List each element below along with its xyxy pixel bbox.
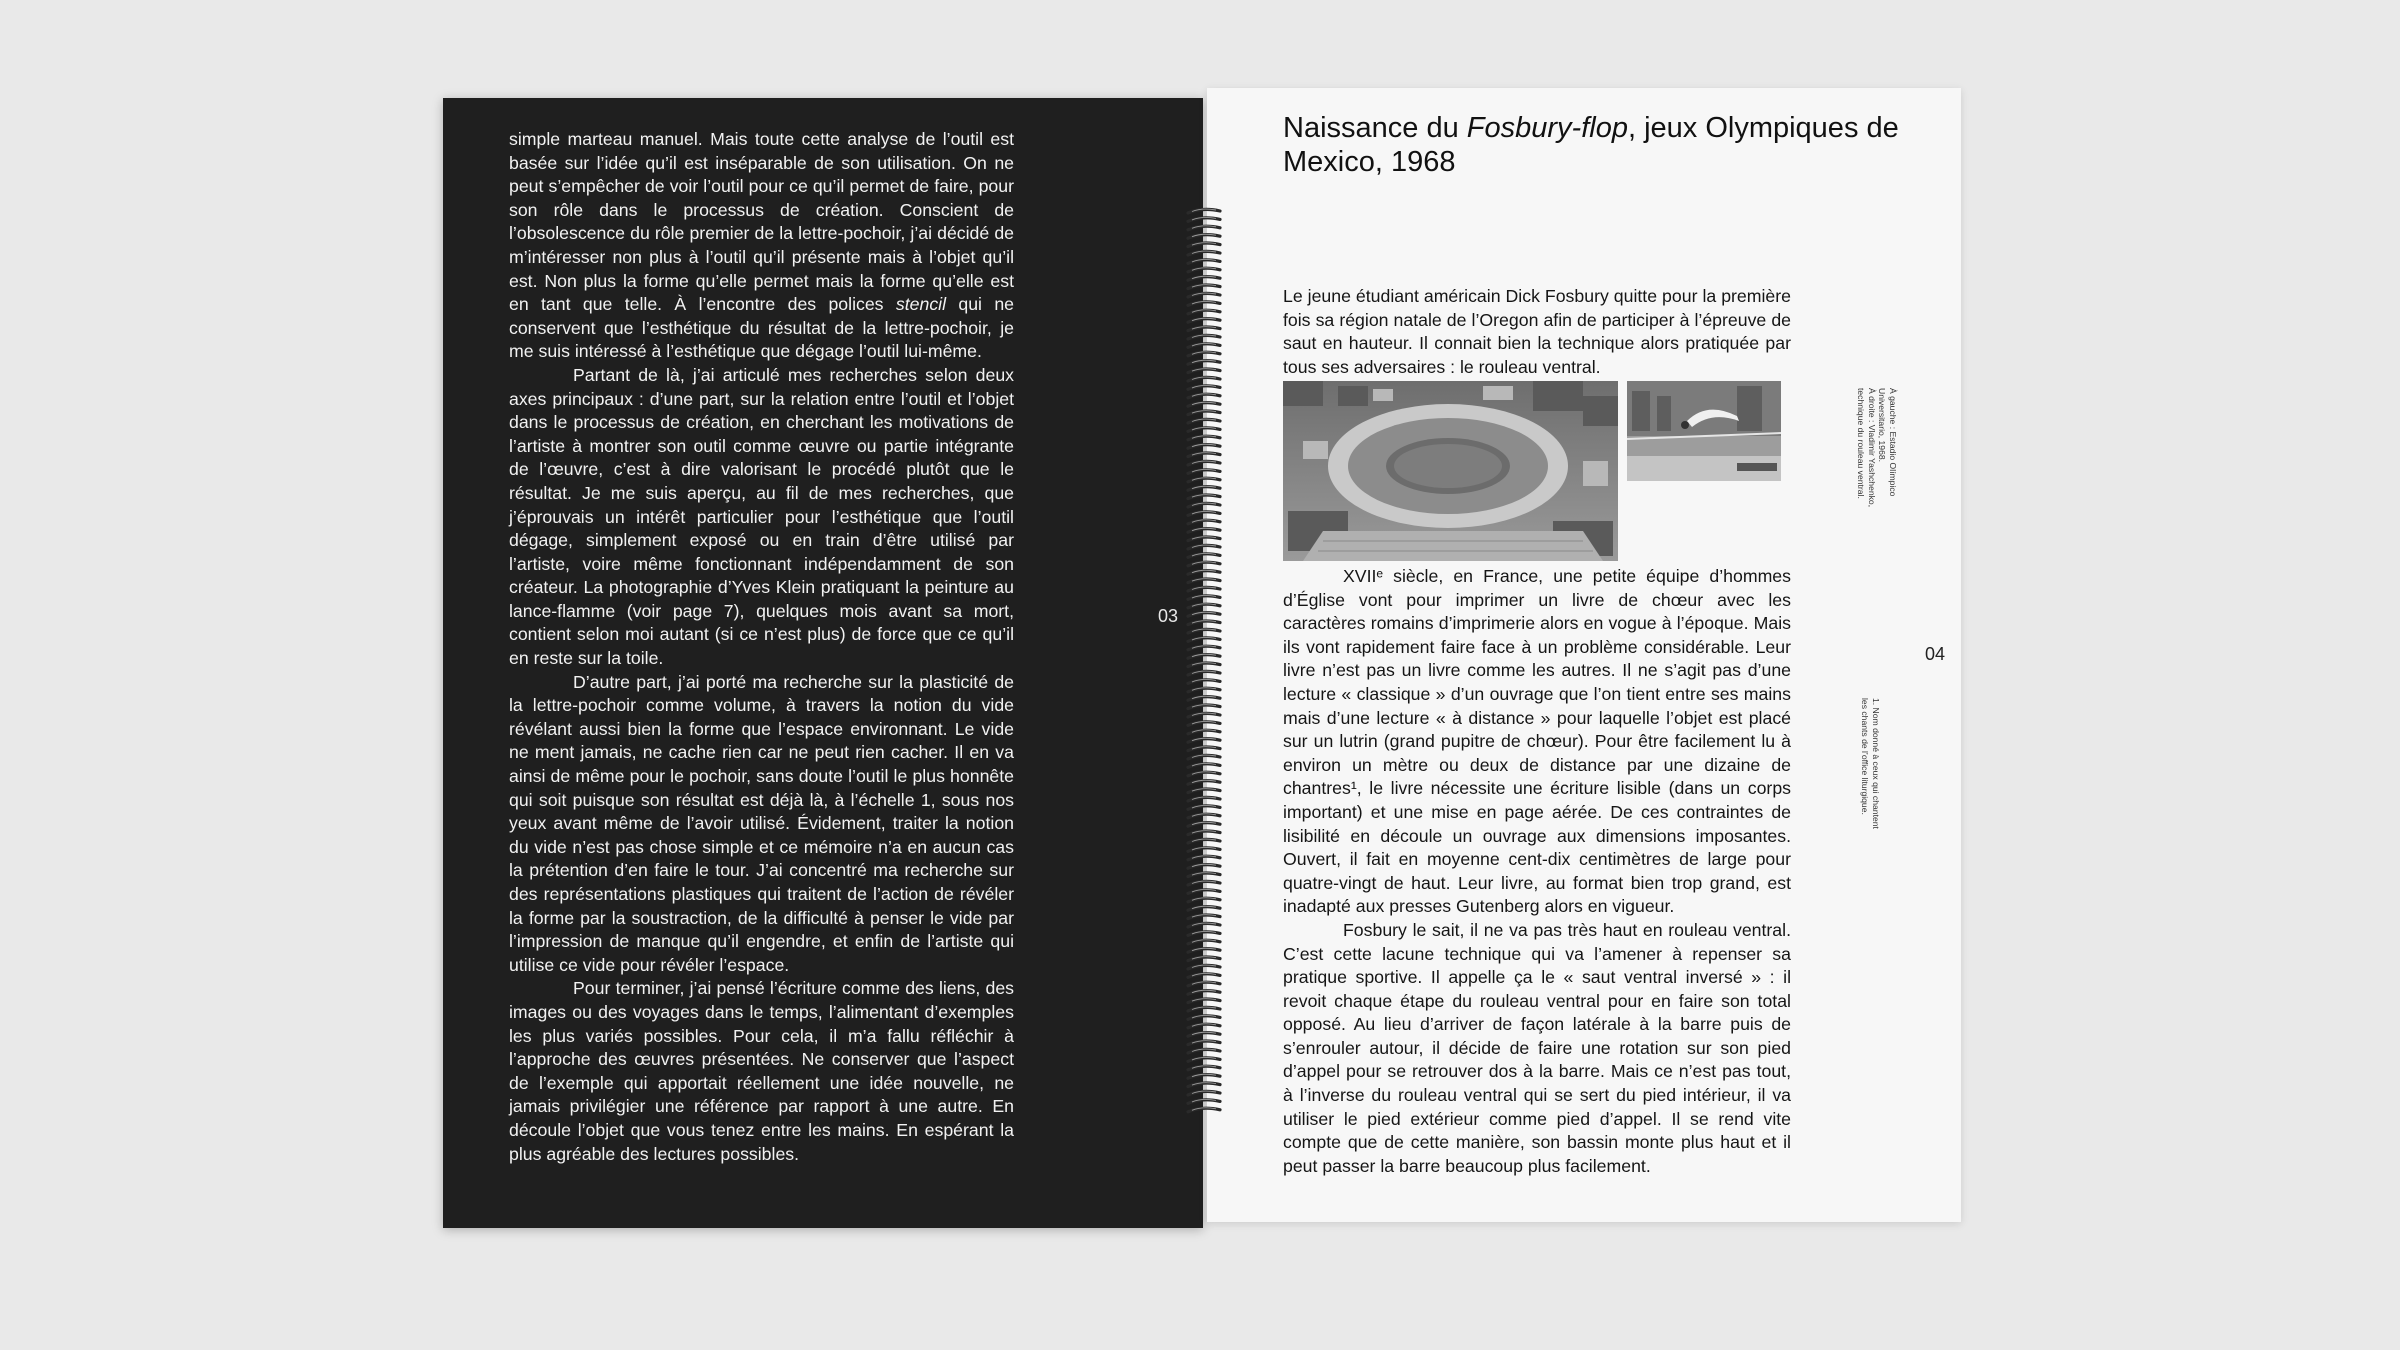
footnote-line: les chants de l’office liturgique. xyxy=(1860,698,1871,815)
left-paragraph-4: Pour terminer, j’ai pensé l’écriture comme des liens, des images ou des voyages dans le temps, l’alimentant d’exemples les plus variés possibles. Pour cela, il m’a fallu réfléchir à l’approche des œuvres présentées. Ne conserver que l’aspect de l’exemple qui apportait réellement une idée nouvelle, ne jamais privilégier une référence par rapport à une autre. En découle l’objet que vous tenez entre les mains. En espérant la plus agréable des lectures possibles. xyxy=(509,978,1014,1164)
page-number-left: 03 xyxy=(1158,606,1179,626)
page-number-right: 04 xyxy=(1925,644,1946,664)
page-title: Naissance du Fosbury-flop, jeux Olympiques de Mexico, 1968 xyxy=(1283,112,1899,178)
footnote-line: 1. Nom donné à ceux qui chantent xyxy=(1871,698,1881,829)
body-paragraph-1: XVIIᵉ siècle, en France, une petite équipe d’hommes d’Église vont pour imprimer un livre de chœur avec les caractères romains d’imprimerie alors en vogue à l’époque. Mais ils vont rapidement faire face à un problème considérable. Leur livre n’est pas un livre comme les autres. Il ne s’agit pas d’une lecture « classique » d’un ouvrage que l’on tient entre ses mains mais d’une lecture « à distance » pour laquelle l’objet est placé sur un lutrin (grand pupitre de chœur). Pour être facilement lu à environ un mètre ou deux de distance par une dizaine de chantres¹, le livre nécessite une écriture lisible (dans un corps important) et une mise en page aérée. De ces contraintes de lisibilité en découle un ouvrage aux dimensions imposantes. Ouvert, il fait en moyenne cent-dix centimètres de large pour quatre-vingt de haut. Leur livre, au format bien trop grand, est inadapté aux presses Gutenberg alors en vigueur. xyxy=(1283,566,1791,917)
spiral-binding xyxy=(1182,205,1226,1120)
photo-caption xyxy=(1856,388,1898,507)
footnote xyxy=(1860,698,1881,829)
italic-stencil: stencil xyxy=(895,294,947,315)
body-text xyxy=(1283,565,1791,1178)
high-jump-photo xyxy=(1627,381,1781,481)
left-paragraph-2: Partant de là, j’ai articulé mes recherches selon deux axes principaux : d’une part, sur la relation entre l’outil et l’objet dans le processus de création, en cherchant les motivations de l’artiste à montrer son outil comme œuvre ou partie intégrante de l’œuvre, c’est à dire valorisant le procédé plutôt que le résultat. Je me suis aperçu, au fil de mes recherches, que j’éprouvais un intérêt particulier pour l’esthétique que l’outil dégage, simplement exposé ou en train d’être utilisé par l’artiste, voire même fonctionnant indépendamment de son créateur. La photographie d’Yves Klein pratiquant la peinture au lance-flamme (voir page 7), quelques mois avant sa mort, contient selon moi autant (si ce n’est plus) de force que ce qu’il en reste sur la toile. xyxy=(509,364,1014,669)
caption-line: À droite : Vladimir Yashchenko, xyxy=(1867,388,1877,508)
caption-line: À gauche : Estadio Olímpico xyxy=(1888,388,1898,497)
left-page xyxy=(443,98,1203,1228)
right-page xyxy=(1207,88,1961,1222)
left-paragraph-3: D’autre part, j’ai porté ma recherche sur la plasticité de la lettre-pochoir comme volume, à travers la notion du vide révélant aussi bien la forme que l’espace environnant. Le vide ne ment jamais, ne cache rien car ne peut rien cacher. Il en va ainsi de même pour le pochoir, sans doute l’outil le plus honnête qui soit puisque son résultat est déjà là, à l’échelle 1, sous nos yeux avant même de l’avoir utilisé. Évidement, traiter la notion du vide n’est pas chose simple et ce mémoire n’a en aucun cas la prétention d’en faire le tour. J’ai concentré ma recherche sur des représentations plastiques qui traitent de l’action de révéler la forme par la soustraction, de la difficulté à penser le vide par l’impression de manque qu’il engendre, et enfin de l’artiste qui utilise ce vide pour révéler l’espace. xyxy=(509,671,1014,975)
stadium-photo xyxy=(1283,381,1618,561)
intro-paragraph: Le jeune étudiant américain Dick Fosbury quitte pour la première fois sa région natale de l’Oregon afin de participer à l’épreuve de saut en hauteur. Il connait bien la technique alors pratiquée par tous ses adversaires : le rouleau ventral. xyxy=(1283,286,1791,377)
left-page-text xyxy=(509,128,1014,1166)
caption-line: technique du rouleau ventral. xyxy=(1856,388,1867,499)
body-paragraph-2: Fosbury le sait, il ne va pas très haut en rouleau ventral. C’est cette lacune technique qui va l’amener à repenser sa pratique sportive. Il appelle ça le « saut ventral inversé » : il revoit chaque étape du rouleau ventral pour en faire son total opposé. Au lieu d’arriver de façon latérale à la barre puis de s’enrouler autour, il décide de faire une rotation sur son pied d’appel pour se retrouver dos à la barre. Mais ce n’est pas tout, à l’inverse du rouleau ventral qui se sert du pied intérieur, il va utiliser le pied extérieur comme pied d’appel. Il se rend vite compte que de cette manière, son bassin monte plus haut et il peut passer la barre beaucoup plus facilement. xyxy=(1283,919,1791,1176)
caption-line: Universitario, 1968. xyxy=(1877,388,1888,463)
left-paragraph-1: simple marteau manuel. Mais toute cette analyse de l’outil est basée sur l’idée qu’il est inséparable de son utilisation. On ne peut s’empêcher de voir l’outil pour ce qu’il permet de faire, pour son rôle dans le processus de création. Conscient de l’obsolescence du rôle premier de la lettre-pochoir, j’ai décidé de m’intéresser non plus à l’outil qu’il présente mais à l’objet qu’il est. Non plus la forme qu’elle permet mais la forme qu’elle est en tant que telle. À l’encontre des polices stencil qui ne conservent que l’esthétique du résultat de la lettre-pochoir, je me suis intéressé à l’esthétique que dégage l’outil lui-même. xyxy=(509,129,1014,362)
